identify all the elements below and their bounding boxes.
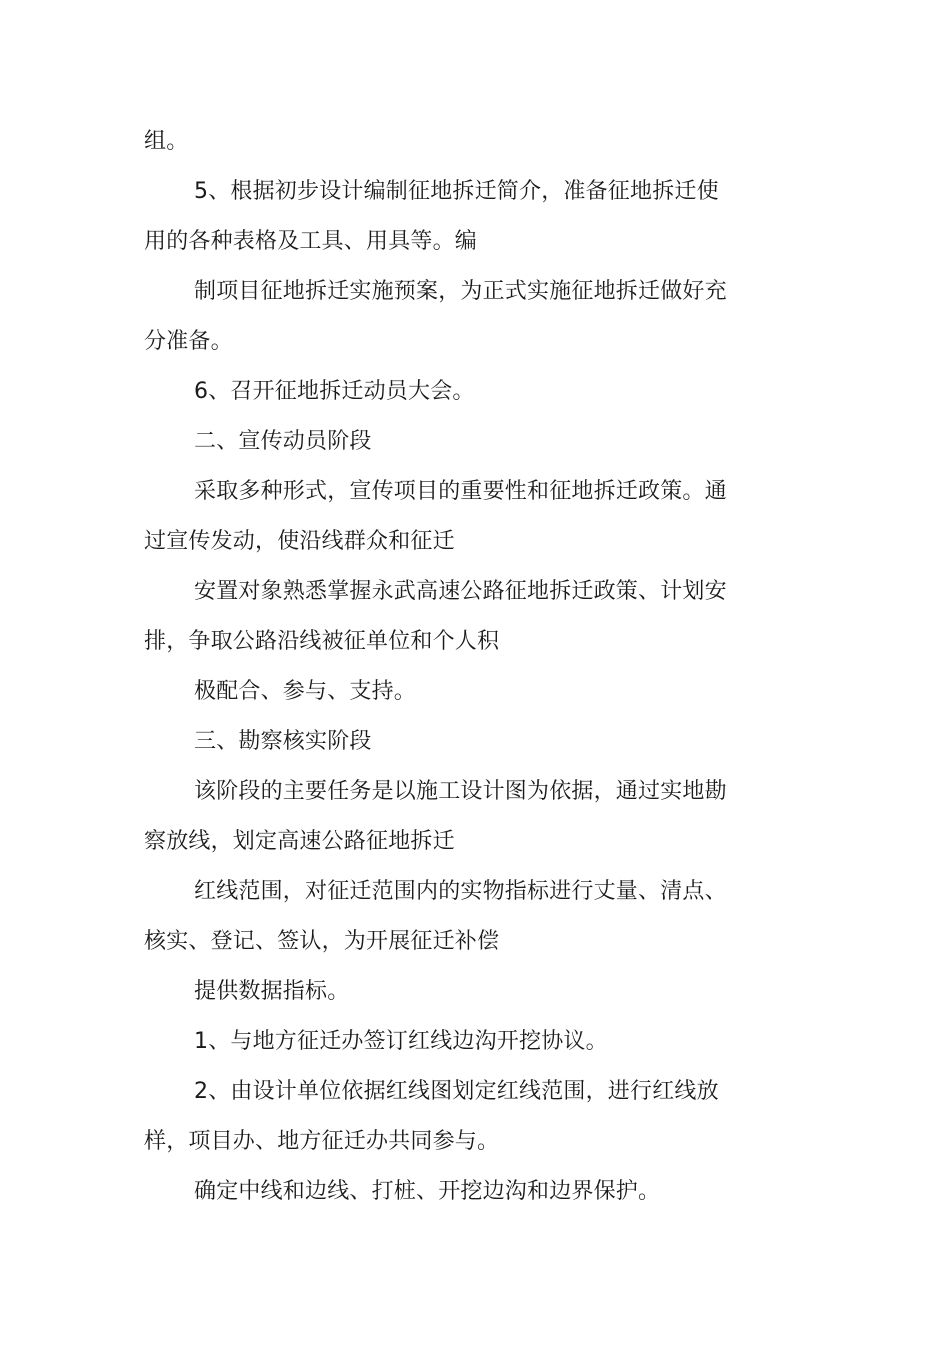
text-line: 核实、登记、签认，为开展征迁补偿: [144, 929, 500, 954]
text-line: 提供数据指标。: [194, 979, 350, 1004]
text-line: 制项目征地拆迁实施预案，为正式实施征地拆迁做好充: [194, 279, 727, 304]
text-line: 6、召开征地拆迁动员大会。: [194, 379, 475, 404]
text-line: 2、由设计单位依据红线图划定红线范围，进行红线放: [194, 1079, 719, 1104]
text-line: 排，争取公路沿线被征单位和个人积: [144, 629, 500, 654]
text-line: 组。: [144, 129, 189, 154]
text-line: 样，项目办、地方征迁办共同参与。: [144, 1129, 500, 1154]
text-line: 确定中线和边线、打桩、开挖边沟和边界保护。: [194, 1179, 661, 1204]
text-line: 该阶段的主要任务是以施工设计图为依据，通过实地勘: [194, 779, 727, 804]
text-line: 分准备。: [144, 329, 233, 354]
text-line: 采取多种形式，宣传项目的重要性和征地拆迁政策。通: [194, 479, 727, 504]
text-line: 安置对象熟悉掌握永武高速公路征地拆迁政策、计划安: [194, 579, 727, 604]
section-heading: 三、勘察核实阶段: [194, 729, 372, 754]
text-line: 5、根据初步设计编制征地拆迁简介，准备征地拆迁使: [194, 179, 719, 204]
text-line: 1、与地方征迁办签订红线边沟开挖协议。: [194, 1029, 608, 1054]
text-line: 红线范围，对征迁范围内的实物指标进行丈量、清点、: [194, 879, 727, 904]
text-line: 察放线，划定高速公路征地拆迁: [144, 829, 455, 854]
section-heading: 二、宣传动员阶段: [194, 429, 372, 454]
text-line: 过宣传发动，使沿线群众和征迁: [144, 529, 455, 554]
text-line: 极配合、参与、支持。: [194, 679, 417, 704]
text-line: 用的各种表格及工具、用具等。编: [144, 229, 478, 254]
